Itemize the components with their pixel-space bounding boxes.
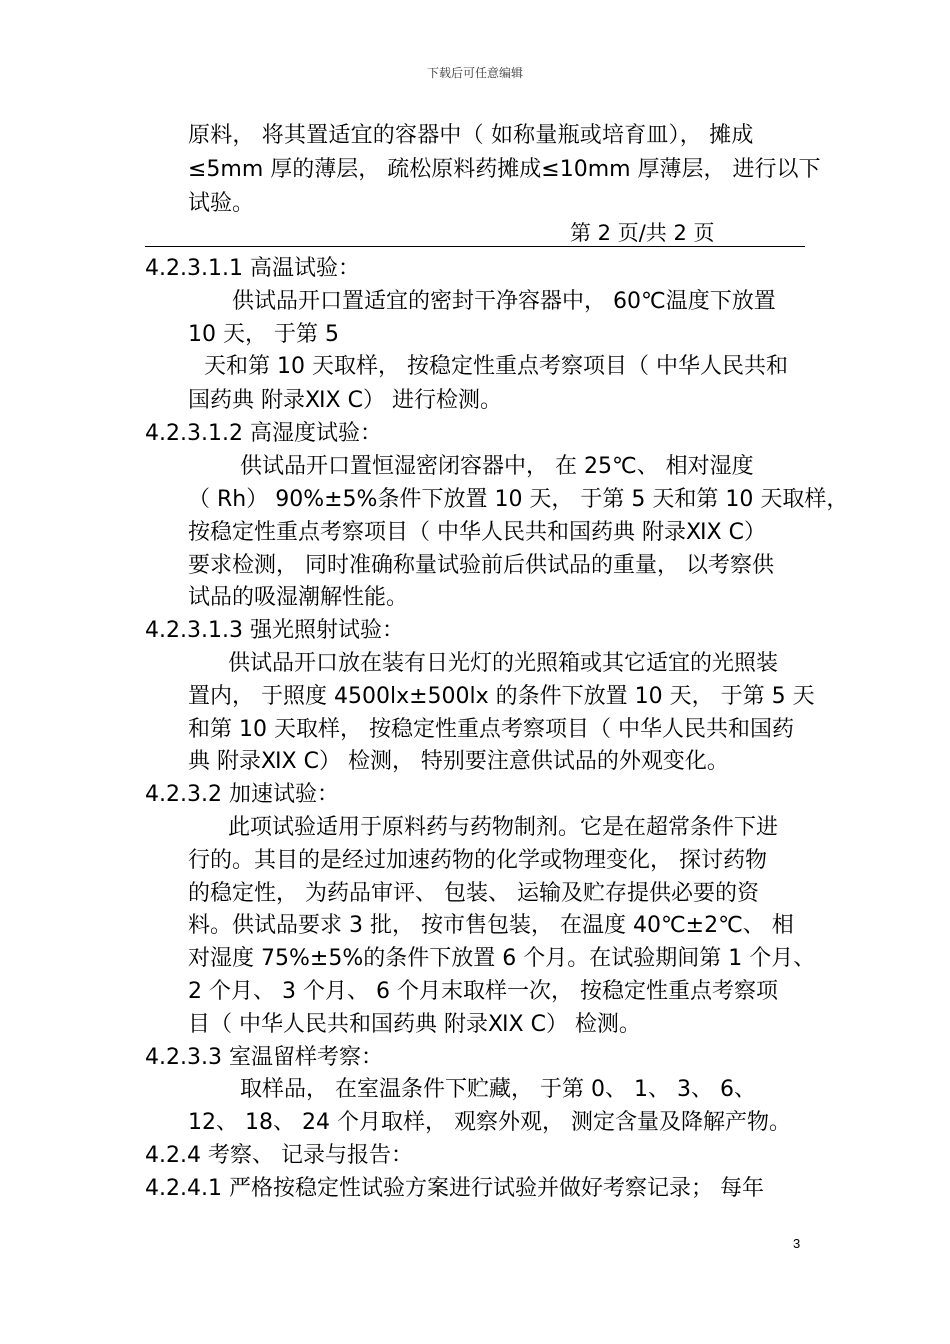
body-line: 此项试验适用于原料药与药物制剂。它是在超常条件下进	[228, 815, 779, 840]
body-line: 按稳定性重点考察项目（ 中华人民共和国药典 附录ⅪⅩ C）	[188, 520, 766, 545]
body-line: 供试品开口置适宜的密封干净容器中， 60℃温度下放置	[232, 289, 776, 314]
body-line: 置内， 于照度 4500lx±500lx 的条件下放置 10 天， 于第 5 天	[188, 684, 815, 709]
body-line: 的稳定性， 为药品审评、 包装、 运输及贮存提供必要的资	[188, 881, 759, 906]
body-line: 12、 18、 24 个月取样， 观察外观， 测定含量及降解产物。	[188, 1110, 791, 1135]
body-line: 试验。	[188, 191, 255, 216]
body-line: 供试品开口置恒湿密闭容器中， 在 25℃、 相对湿度	[240, 454, 754, 479]
body-line: 2 个月、 3 个月、 6 个月末取样一次， 按稳定性重点考察项	[188, 979, 778, 1004]
page-header: 下载后可任意编辑	[426, 66, 523, 80]
body-line: 料。供试品要求 3 批， 按市售包装， 在温度 40℃±2℃、 相	[188, 913, 794, 938]
body-line: 和第 10 天取样， 按稳定性重点考察项目（ 中华人民共和国药	[188, 717, 794, 742]
page-counter: 第 2 页/共 2 页	[570, 221, 715, 245]
body-line: 要求检测， 同时准确称量试验前后供试品的重量， 以考察供	[188, 553, 774, 578]
page-number: 3	[793, 1236, 801, 1251]
body-line: 典 附录ⅪⅩ C） 检测， 特别要注意供试品的外观变化。	[188, 749, 729, 774]
section-heading: 4.2.4 考察、 记录与报告：	[145, 1143, 413, 1168]
section-heading: 4.2.3.2 加速试验：	[145, 782, 339, 807]
section-heading: 4.2.3.3 室温留样考察：	[145, 1045, 383, 1070]
body-line: 10 天， 于第 5	[188, 322, 339, 347]
body-line: 目（ 中华人民共和国药典 附录ⅪⅩ C） 检测。	[188, 1012, 641, 1037]
body-line: ≤5mm 厚的薄层， 疏松原料药摊成≤10mm 厚薄层， 进行以下	[188, 157, 821, 182]
body-line: 天和第 10 天取样， 按稳定性重点考察项目（ 中华人民共和	[204, 354, 788, 379]
section-heading: 4.2.3.1.2 高湿度试验：	[145, 421, 382, 446]
body-line: 原料， 将其置适宜的容器中（ 如称量瓶或培育皿）， 摊成	[188, 123, 754, 148]
body-line: （ Rh） 90%±5%条件下放置 10 天， 于第 5 天和第 10 天取样，	[188, 487, 849, 512]
divider	[145, 246, 805, 247]
body-line: 国药典 附录ⅪⅩ C） 进行检测。	[188, 388, 502, 413]
body-line: 行的。其目的是经过加速药物的化学或物理变化， 探讨药物	[188, 848, 767, 873]
body-line: 试品的吸湿潮解性能。	[188, 585, 409, 610]
section-heading: 4.2.4.1 严格按稳定性试验方案进行试验并做好考察记录； 每年	[145, 1176, 764, 1201]
section-heading: 4.2.3.1.3 强光照射试验：	[145, 618, 404, 643]
section-heading: 4.2.3.1.1 高温试验：	[145, 256, 360, 281]
body-line: 供试品开口放在装有日光灯的光照箱或其它适宜的光照装	[228, 651, 779, 676]
body-line: 取样品， 在室温条件下贮藏， 于第 0、 1、 3、 6、	[240, 1077, 756, 1102]
body-line: 对湿度 75%±5%的条件下放置 6 个月。在试验期间第 1 个月、	[188, 946, 816, 971]
